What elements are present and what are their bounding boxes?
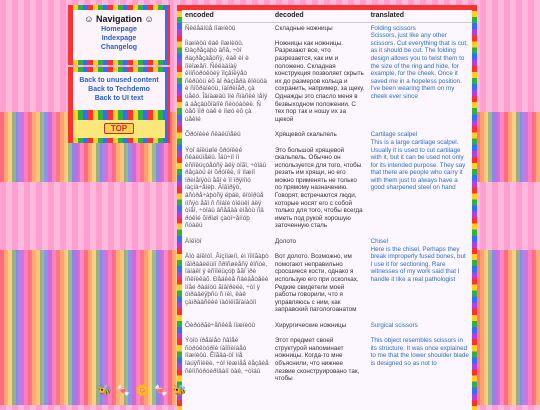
translated-text: This is a large cartilage scalpel. Usually it is used to cut cartilage with it, but it can be used not only for its intended purpose. They say that there are people who carry it with them just to always have a good sharpened steel on hand — [370, 138, 466, 192]
encoded-text: Ýòîò ïðåäìåò ñâîåé ñòðóêòóðîé íàïîìèíàåò íîæíèöû. Êîãäà-òî ìíå îáúÿñíèëè, ÷òî íèæíåå ëåçâèå ñêîíñòðóèðîâàíî òàê, ÷òîáû — [185, 337, 269, 375]
encoded-text: Íîæíèöû êàê íîæíèöû. Ðàçðåçàþò âñå, ÷òî ðàçðåçàåòñÿ, êàê èì è ïîëîæåíî. Ñêëàäíàÿ êîíñòðóêöèÿ ïîçâîëÿåò ñêðûòü èõ äî ðàçìåðà êîëüöà è ñîõðàíèòü, íàïðèìåð, çà ùåêó. Îäíàæäû îíè ñïàñëè ìåíÿ â áåçâûõîäíîé ñèòóàöèè. Ñ òåõ ïîð òàê è íîøó èõ çà ùåêîé — [185, 39, 268, 123]
encoded-title: Õðóïêèé ñêàëüïåëü — [185, 131, 241, 139]
encoded-title: Ñëëåäíûå íîæíèöû — [185, 24, 236, 32]
link-back-to-ui-text[interactable]: Back to UI text — [94, 95, 144, 102]
link-back-to-unused-content[interactable]: Back to unused content — [79, 77, 159, 84]
nav-link-changelog[interactable]: Changelog — [100, 44, 138, 51]
column-header-translated: translated — [368, 10, 472, 22]
decoded-title: Хрящевой скальпель — [274, 131, 337, 139]
table-header-row — [182, 10, 472, 22]
link-back-to-techdemo[interactable]: Back to Techdemo — [88, 86, 150, 93]
translated-cell — [368, 236, 472, 320]
translated-cell — [368, 320, 472, 389]
nav-link-homepage[interactable]: Homepage — [101, 26, 137, 33]
bee-icon: 🐝 — [173, 385, 188, 397]
bee-icon: 🐝 — [98, 385, 113, 397]
translated-title: Cartilage scalpel — [370, 131, 418, 139]
encoded-text: Ýòî áîëüøîé õðóïêèé ñêàëüïåëü. Îáû÷íî îí èñïîëüçóåòñÿ äëÿ òîãî, ÷òîáû ðåçàòü èì õðóïêè, íî ìîæíî ïðèìåíÿòü åãî è ïî ïðÿìîìó íàçíà÷åíèþ. Ãîâîðÿò, âñòðå÷àþòñÿ ëþäè, êîòîðûå íîñÿò åãî ñ ñîáîé òîëüêî äëÿ òîãî, ÷òîáû âñåãäà èìåòü ïîä ðóêîé õîðîøî çàòî÷åííóþ ñòàëü — [185, 146, 267, 230]
translated-cell — [368, 129, 472, 236]
candy-icon: 🍬 — [154, 385, 169, 397]
translated-text: Scissors, just like any other scissors. Cut everything that is cut, as it should be cut. The folding design allows you to twist them to the size of the ring and hide, for example, for the cheek. Once it saved me in a hopeless position. I've been wearing them on my cheek ever since — [370, 32, 468, 100]
decoded-cell — [272, 129, 368, 236]
decoded-text: Вот долото. Возможно, им помогают неправильно сросшиеся кости, однако я использую его при осколках. Редкие свидетели моей работы говорили, что я управляюсь с ним, как заправский патологоанатом — [274, 253, 359, 314]
top-button[interactable]: TOP — [104, 123, 134, 134]
column-header-decoded: decoded — [272, 10, 368, 22]
decoded-text: Ножницы как ножницы. Разрезают все, что разрезается, как им и положено. Складная конструкция позволяет скрыть их до размеров кольца и сохранить, например, за щеку. Однажды это спасло меня в безвыходном положении. С тех пор так и ношу их за щекой — [274, 39, 365, 123]
decoded-cell — [272, 22, 368, 129]
top-button-box — [68, 115, 170, 143]
encoded-text: Äîò äîëîòî. Âîçìîæíî, èì ïîìîãàþò íåïðàâèëüíî ñðîñøèåñÿ êîñòè, îäíàêî ÿ èñïîëüçóþ åãî ïðè îñêîëêàõ. Ðåäêèå ñâèäåòåëè ìîåé ðàáîòû ãîâîðèëè, ÷òî ÿ óïðàâëÿþñü ñ íèì, êàê çàïðàâñêèé ïàòîëîãîàíàòîì — [185, 253, 269, 306]
column-header-encoded: encoded — [182, 10, 272, 22]
flower-icon: 🌼 — [135, 385, 151, 397]
table-row — [182, 129, 472, 236]
back-links-box — [68, 67, 170, 115]
table-row — [182, 236, 472, 320]
nav-link-indexpage[interactable]: Indexpage — [101, 35, 137, 42]
content-panel — [177, 5, 477, 410]
translation-table — [182, 10, 472, 389]
translated-title: Surgical scissors — [370, 321, 418, 329]
encoded-title: Äîëîòî — [185, 238, 202, 246]
translated-text: This object resembles scissors in its structure. It was once explained to me that the lower shoulder blade is designed so as not to — [370, 337, 469, 367]
encoded-cell — [182, 320, 272, 389]
table-row — [182, 22, 472, 129]
candy-icon: 🍬 — [116, 385, 132, 397]
decoded-title: Складные ножницы — [274, 24, 333, 32]
decoded-text: Это большой хрящевой скальпель. Обычно он используется для того, чтобы резать им хрящи, но его можно применять не только по прямому назначению. Говорят, встречаются люди, которые носят его с собой только для того, чтобы всегда иметь под рукой хорошую заточенную сталь — [274, 146, 363, 230]
translated-title: Folding scissors — [370, 24, 416, 32]
encoded-cell — [182, 22, 272, 129]
encoded-cell — [182, 129, 272, 236]
decoded-title: Хирургические ножницы — [274, 321, 347, 329]
navigation-title: ☺ Navigation ☺ — [84, 14, 154, 24]
translated-cell — [368, 22, 472, 129]
table-row — [182, 320, 472, 389]
decoded-cell — [272, 236, 368, 320]
encoded-title: Õèðóðãè÷åñêèå íîæíèöû — [185, 321, 255, 329]
encoded-cell — [182, 236, 272, 320]
decoded-title: Долото — [274, 238, 297, 246]
navigation-box — [68, 5, 170, 65]
translated-text: Here is the chisel. Perhaps they break improperly fused bones, but I use it for sectioning. Rare witnesses of my work said that I handle it like a real pathologist — [370, 245, 466, 283]
decoded-cell — [272, 320, 368, 389]
decorative-icons — [98, 384, 188, 397]
decoded-text: Этот предмет своей структурой напоминает ножницы. Когда-то мне объяснили, что нижнее лезвие сконструировано так, чтобы — [274, 337, 360, 383]
translated-title: Chisel — [370, 238, 389, 246]
